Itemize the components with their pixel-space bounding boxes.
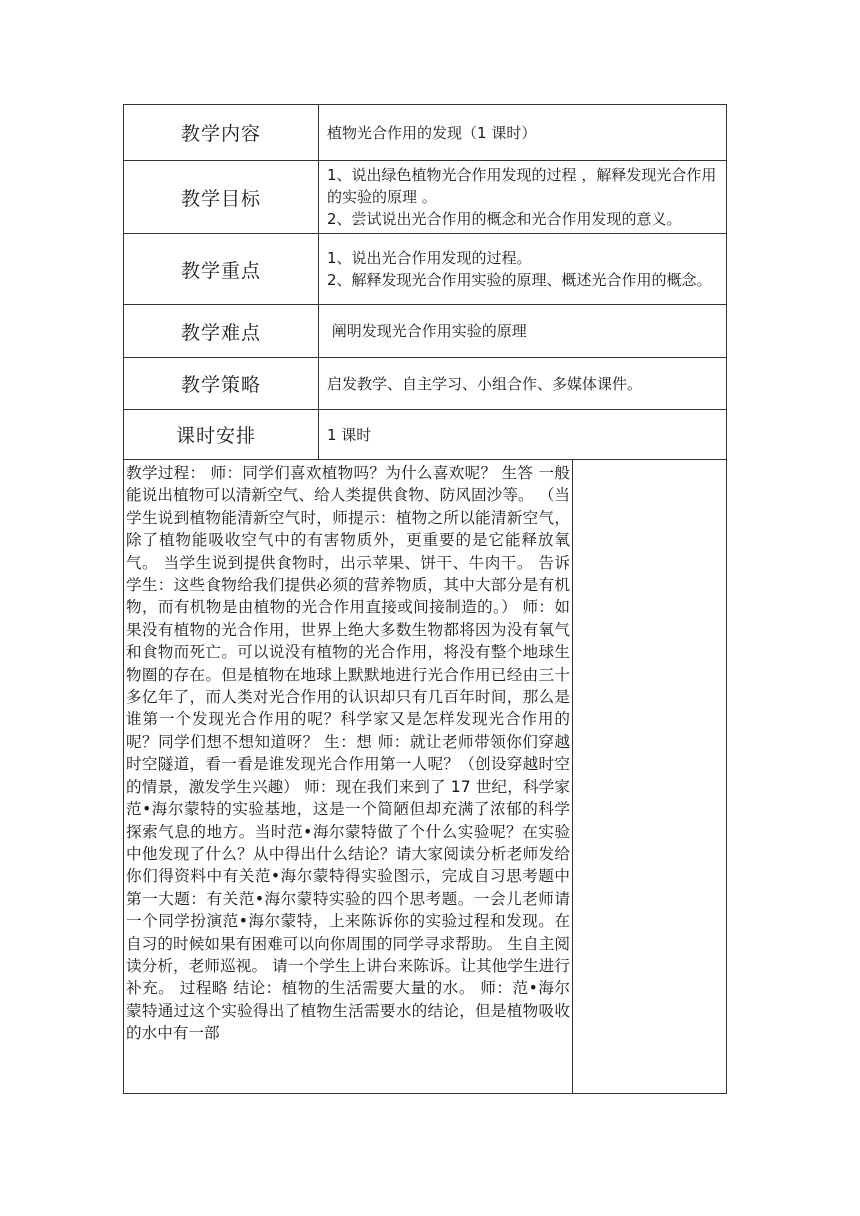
- objective-item: 1、说出绿色植物光合作用发现的过程 ，解释发现光合作用的实验的原理 。: [327, 166, 717, 206]
- row-label-objectives: [124, 161, 318, 233]
- row-label-text: 教学策略: [180, 374, 261, 396]
- row-value-text: 阐明发现光合作用实验的原理: [327, 322, 527, 340]
- table-border-right: [726, 104, 727, 1094]
- row-label-strategy: [124, 358, 318, 409]
- row-label-text: 课时安排: [175, 425, 256, 447]
- row-label-text: 教学目标: [180, 187, 261, 210]
- teaching-process-text: 教学过程： 师：同学们喜欢植物吗？为什么喜欢呢？ 生答 一般能说出植物可以清新空气、给人类提供食物、防风固沙等。 （当学生说到植物能清新空气时，师提示：植物之所以能清新空气，除了植物能吸收空气中的有害物质外，更重要的是它能释放氧气。 当学生说到提供食物时，出示苹果、饼干、牛肉干。 告诉学生：这些食物给我们提供必须的营养物质，其中大部分是有机物，而有机物是由植物的光合作用直接或间接制造的。） 师：如果没有植物的光合作用，世界上绝大多数生物都将因为没有氧气和食物而死亡。可以说没有植物的光合作用，将没有整个地球生物圈的存在。但是植物在地球上默默地进行光合作用已经由三十多亿年了，而人类对光合作用的认识却只有几百年时间，那么是谁第一个发现光合作用的呢？科学家又是怎样发现光合作用的呢？同学们想不想知道呀？ 生：想 师：就让老师带领你们穿越时空隧道，看一看是谁发现光合作用第一人呢？（创设穿越时空的情景，激发学生兴趣） 师：现在我们来到了 17 世纪，科学家范•海尔蒙特的实验基地，这是一个简陋但却充满了浓郁的科学探索气息的地方。当时范•海尔蒙特做了个什么实验呢？在实验中他发现了什么？从中得出什么结论？请大家阅读分析老师发给你们得资料中有关范•海尔蒙特得实验图示，完成自习思考题中第一大题：有关范•海尔蒙特实验的四个思考题。一会儿老师请一个同学扮演范•海尔蒙特，上来陈诉你的实验过程和发现。在自习的时候如果有困难可以向你周围的同学寻求帮助。 生自主阅读分析，老师巡视。 请一个学生上讲台来陈诉。让其他学生进行补充。 过程略 结论：植物的生活需要大量的水。 师：范•海尔蒙特通过这个实验得出了植物生活需要水的结论，但是植物吸收的水中有一部: [126, 464, 570, 1043]
- row-value-key-points: [319, 234, 726, 304]
- key-point-item: 1、说出光合作用发现的过程。: [327, 249, 532, 267]
- row-value-strategy: [319, 358, 726, 409]
- row-label-text: 教学重点: [180, 259, 261, 282]
- row-label-content: [124, 105, 318, 160]
- row-value-content: [319, 105, 726, 160]
- key-point-item: 2、解释发现光合作用实验的原理、概述光合作用的概念。: [327, 271, 712, 289]
- row-label-schedule: [124, 410, 318, 459]
- row-value-objectives: [319, 161, 726, 233]
- row-value-schedule: [319, 410, 726, 459]
- row-value-text: 启发教学、自主学习、小组合作、多媒体课件。: [327, 374, 643, 393]
- table-border-bottom: [123, 1093, 727, 1094]
- row-label-difficulties: [124, 305, 318, 357]
- row-label-text: 教学内容: [180, 123, 261, 145]
- row-value-text: 1 课时: [327, 425, 372, 444]
- row-value-difficulties: [319, 305, 726, 357]
- objective-item: 2、尝试说出光合作用的概念和光合作用发现的意义。: [327, 210, 682, 228]
- notes-column: [573, 460, 726, 1093]
- row-value-text: 植物光合作用的发现（1 课时）: [327, 123, 537, 142]
- row-label-key-points: [124, 234, 318, 304]
- row-label-text: 教学难点: [180, 321, 261, 344]
